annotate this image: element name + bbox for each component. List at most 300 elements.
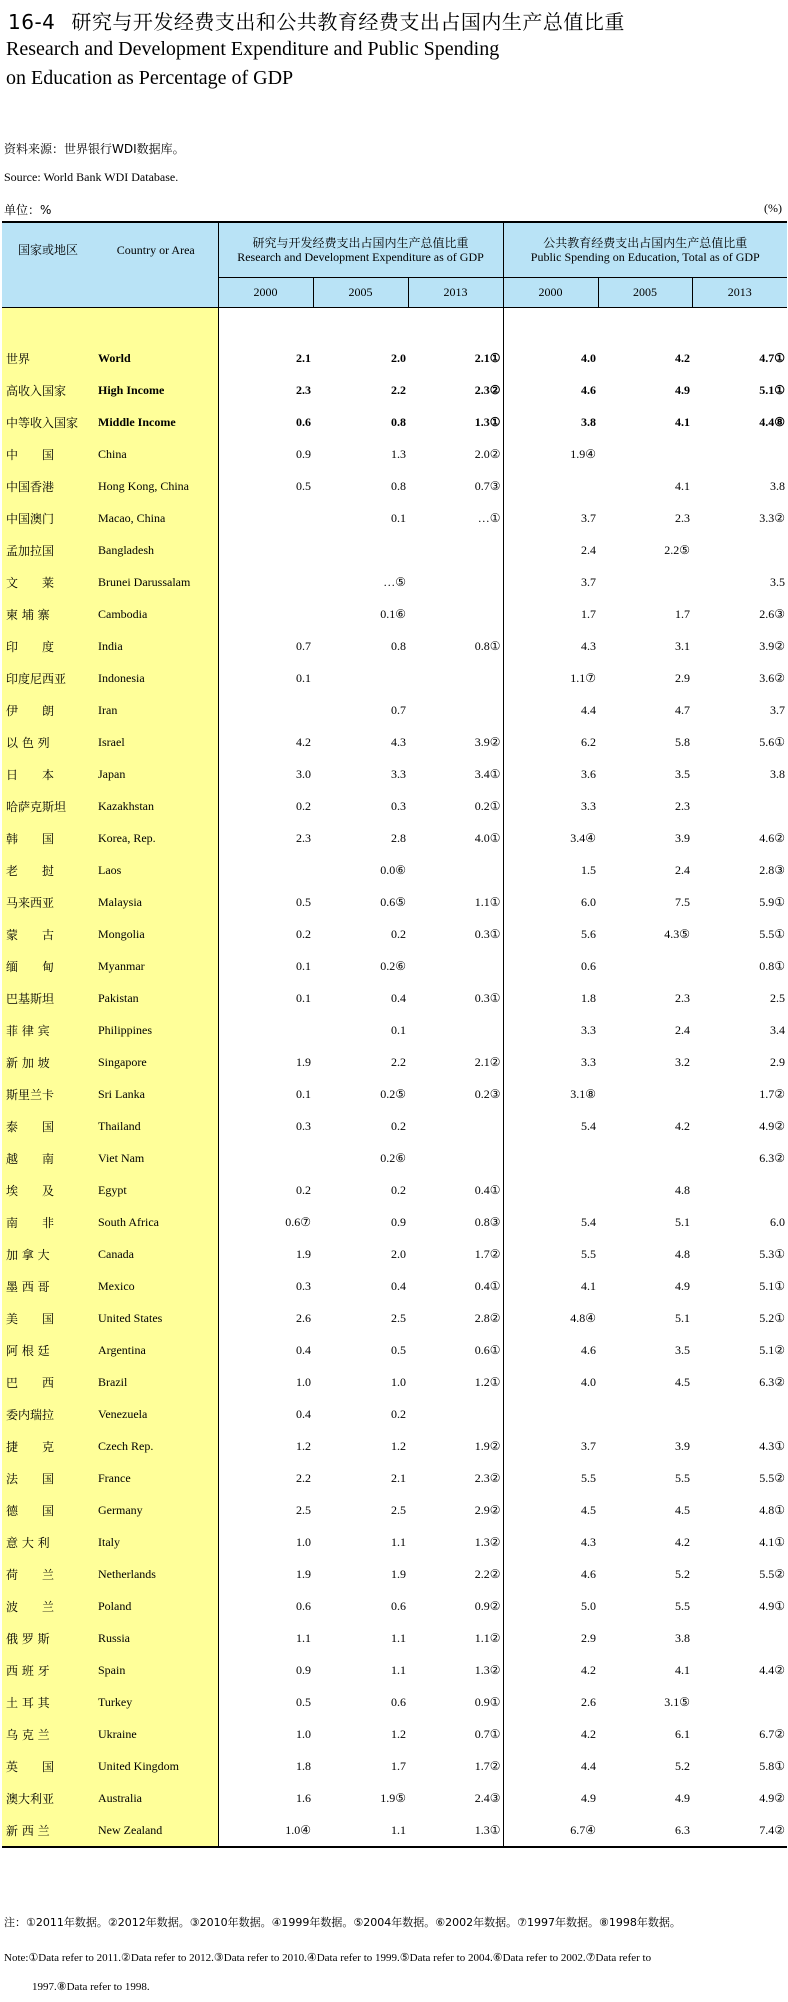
rd-value-cell: 1.1: [313, 1814, 408, 1847]
country-name-en: Italy: [94, 1526, 218, 1558]
table-row: [2, 886, 787, 918]
rd-value-cell: 1.7②: [474, 1758, 501, 1773]
rd-value-cell: 0.7: [218, 630, 313, 662]
source-cn: 资料来源：世界银行WDI数据库。: [4, 142, 185, 156]
country-name-cn: 俄 罗 斯: [2, 1622, 94, 1654]
rd-value-cell: 0.6: [218, 1590, 313, 1622]
edu-value-cell: 4.9: [675, 1790, 690, 1805]
country-name-en: Philippines: [94, 1014, 218, 1046]
table-row: [2, 502, 787, 534]
edu-value-cell: 3.5: [675, 1342, 690, 1357]
edu-value-cell: 4.2: [503, 1654, 598, 1686]
edu-value-cell: 0.6: [503, 950, 598, 982]
table-row: [2, 1814, 787, 1847]
edu-value-cell: 4.8: [675, 1182, 690, 1197]
notes-cn: 注：①2011年数据。②2012年数据。③2010年数据。④1999年数据。⑤2004年数据。⑥2002年数据。⑦1997年数据。⑧1998年数据。: [4, 1916, 681, 1929]
country-name-en: Sri Lanka: [94, 1078, 218, 1110]
rd-value-cell: 2.0: [391, 350, 406, 365]
country-name-en: Egypt: [94, 1174, 218, 1206]
rd-value-cell: 1.1①: [474, 894, 501, 909]
rd-value-cell: 4.0①: [474, 830, 501, 845]
country-name-en: Australia: [94, 1782, 218, 1814]
edu-value-cell: 5.4: [503, 1206, 598, 1238]
rd-value-cell: [408, 1014, 503, 1046]
rd-value-cell: [218, 1014, 313, 1046]
rd-value-cell: [218, 1142, 313, 1174]
country-name-en: Netherlands: [94, 1558, 218, 1590]
country-name-en: Czech Rep.: [94, 1430, 218, 1462]
header-row-years: [2, 278, 787, 308]
table-row: [2, 1430, 787, 1462]
spacer-cell: [503, 308, 598, 343]
edu-value-cell: 4.1: [503, 1270, 598, 1302]
edu-value-cell: 1.1⑦: [503, 662, 598, 694]
table-row: [2, 1686, 787, 1718]
edu-value-cell: 6.3②: [759, 1150, 786, 1165]
table-row: [2, 950, 787, 982]
rd-value-cell: 0.3①: [474, 990, 501, 1005]
edu-value-cell: 5.8: [675, 734, 690, 749]
edu-value-cell: 5.1②: [759, 1342, 786, 1357]
rd-value-cell: 0.3: [218, 1110, 313, 1142]
table-row: [2, 1718, 787, 1750]
edu-value-cell: 5.9①: [759, 894, 786, 909]
rd-value-cell: [408, 566, 503, 598]
edu-value-cell: 4.8: [675, 1246, 690, 1261]
rd-value-cell: 2.3②: [474, 382, 501, 397]
table-row: [2, 822, 787, 854]
year-header: 2013: [692, 278, 787, 308]
table-row: [2, 1526, 787, 1558]
country-name-en: Korea, Rep.: [94, 822, 218, 854]
country-name-cn: 高收入国家: [2, 374, 94, 406]
rd-value-cell: 0.1: [391, 1022, 406, 1037]
rd-value-cell: 1.0: [218, 1718, 313, 1750]
spacer-cell: [94, 308, 218, 343]
country-name-cn: 伊 朗: [2, 694, 94, 726]
year-header: 2005: [313, 278, 408, 308]
edu-value-cell: [692, 790, 787, 822]
edu-value-cell: 4.1: [675, 478, 690, 493]
edu-value-cell: [503, 1398, 598, 1430]
rd-value-cell: 0.9①: [474, 1694, 501, 1709]
rd-value-cell: 0.4: [391, 1278, 406, 1293]
edu-value-cell: 3.7: [503, 566, 598, 598]
rd-value-cell: 0.2①: [474, 798, 501, 813]
edu-value-cell: 3.1⑤: [664, 1694, 690, 1709]
table-row: [2, 662, 787, 694]
edu-value-cell: [598, 566, 692, 598]
edu-value-cell: 4.2: [675, 1534, 690, 1549]
rd-value-cell: 2.5: [218, 1494, 313, 1526]
edu-value-cell: 4.4⑧: [759, 414, 786, 429]
country-name-en: Japan: [94, 758, 218, 790]
rd-value-cell: 1.3②: [474, 1534, 501, 1549]
rd-value-cell: 2.4③: [474, 1790, 501, 1805]
edu-value-cell: 3.8: [770, 766, 786, 781]
edu-value-cell: 4.6: [503, 1558, 598, 1590]
edu-value-cell: 2.8③: [759, 862, 786, 877]
table-row: [2, 1238, 787, 1270]
table-row: [2, 406, 787, 438]
edu-value-cell: 5.0: [503, 1590, 598, 1622]
edu-value-cell: 3.8: [675, 1630, 690, 1645]
country-name-en: Venezuela: [94, 1398, 218, 1430]
edu-value-cell: 5.2: [675, 1566, 690, 1581]
edu-value-cell: 4.4②: [759, 1662, 786, 1677]
country-name-cn: 孟加拉国: [2, 534, 94, 566]
rd-value-cell: 2.8②: [474, 1310, 501, 1325]
rd-value-cell: 0.1: [391, 510, 406, 525]
country-name-en: Brunei Darussalam: [94, 566, 218, 598]
rd-value-cell: 1.9: [218, 1238, 313, 1270]
edu-value-cell: [692, 1174, 787, 1206]
rd-value-cell: 0.4①: [474, 1182, 501, 1197]
table-row: [2, 1398, 787, 1430]
rd-value-cell: 0.8: [391, 478, 406, 493]
table-row: [2, 1782, 787, 1814]
edu-value-cell: 3.3: [503, 1046, 598, 1078]
edu-value-cell: 4.3: [503, 1526, 598, 1558]
rd-value-cell: 2.5: [391, 1502, 406, 1517]
edu-value-cell: 3.2: [675, 1054, 690, 1069]
rd-value-cell: 0.1⑥: [380, 606, 406, 621]
rd-value-cell: [313, 662, 408, 694]
rd-value-cell: 1.3: [391, 446, 406, 461]
rd-value-cell: [408, 534, 503, 566]
header-rd-cn: 研究与开发经费支出占国内生产总值比重: [252, 236, 469, 250]
country-name-en: Myanmar: [94, 950, 218, 982]
rd-value-cell: [218, 694, 313, 726]
country-name-en: Israel: [94, 726, 218, 758]
country-name-cn: 文 莱: [2, 566, 94, 598]
country-name-en: Ukraine: [94, 1718, 218, 1750]
edu-value-cell: 5.1: [675, 1214, 690, 1229]
edu-value-cell: 6.1: [675, 1726, 690, 1741]
edu-value-cell: 4.1: [675, 1662, 690, 1677]
table-row: [2, 854, 787, 886]
table-row: [2, 790, 787, 822]
edu-value-cell: 3.1: [675, 638, 690, 653]
country-name-cn: 加 拿 大: [2, 1238, 94, 1270]
table-title-en-line1: Research and Development Expenditure and Public Spending: [6, 38, 500, 60]
country-name-en: United Kingdom: [94, 1750, 218, 1782]
edu-value-cell: 3.7: [770, 702, 786, 717]
rd-value-cell: 2.6: [218, 1302, 313, 1334]
country-name-cn: 西 班 牙: [2, 1654, 94, 1686]
edu-value-cell: 4.9: [675, 1278, 690, 1293]
edu-value-cell: 2.6③: [759, 606, 786, 621]
country-name-en: Viet Nam: [94, 1142, 218, 1174]
country-name-en: South Africa: [94, 1206, 218, 1238]
edu-value-cell: 2.9: [503, 1622, 598, 1654]
rd-value-cell: 1.0: [218, 1366, 313, 1398]
rd-value-cell: 1.0: [218, 1526, 313, 1558]
country-name-en: Mexico: [94, 1270, 218, 1302]
edu-value-cell: [503, 1174, 598, 1206]
rd-value-cell: 3.4①: [474, 766, 501, 781]
rd-value-cell: 1.7②: [474, 1246, 501, 1261]
country-name-en: Pakistan: [94, 982, 218, 1014]
rd-value-cell: 4.2: [218, 726, 313, 758]
country-name-cn: 新 加 坡: [2, 1046, 94, 1078]
rd-value-cell: 3.0: [218, 758, 313, 790]
rd-value-cell: [218, 854, 313, 886]
country-name-en: Canada: [94, 1238, 218, 1270]
country-name-en: France: [94, 1462, 218, 1494]
rd-value-cell: 1.7: [391, 1758, 406, 1773]
country-name-en: New Zealand: [94, 1814, 218, 1847]
rd-value-cell: [218, 502, 313, 534]
rd-value-cell: 2.2: [218, 1462, 313, 1494]
rd-value-cell: 1.3②: [474, 1662, 501, 1677]
edu-value-cell: 3.5: [675, 766, 690, 781]
country-name-cn: 巴基斯坦: [2, 982, 94, 1014]
edu-value-cell: 2.4: [675, 862, 690, 877]
edu-value-cell: 1.5: [503, 854, 598, 886]
table-row: [2, 1078, 787, 1110]
rd-value-cell: 2.3②: [474, 1470, 501, 1485]
edu-value-cell: 4.0: [503, 1366, 598, 1398]
table-row: [2, 1750, 787, 1782]
rd-value-cell: [408, 1142, 503, 1174]
country-name-cn: 美 国: [2, 1302, 94, 1334]
edu-value-cell: 3.5: [770, 574, 786, 589]
rd-value-cell: 0.3①: [474, 926, 501, 941]
edu-value-cell: 5.4: [503, 1110, 598, 1142]
table-row: [2, 1334, 787, 1366]
edu-value-cell: 3.9: [675, 1438, 690, 1453]
country-name-cn: 印度尼西亚: [2, 662, 94, 694]
rd-value-cell: 1.2①: [474, 1374, 501, 1389]
rd-value-cell: 2.1: [218, 342, 313, 374]
country-name-en: Mongolia: [94, 918, 218, 950]
country-name-cn: 蒙 古: [2, 918, 94, 950]
data-table: [2, 221, 787, 1848]
edu-value-cell: 3.6: [503, 758, 598, 790]
rd-value-cell: 2.1: [391, 1470, 406, 1485]
edu-value-cell: 3.7: [503, 502, 598, 534]
rd-value-cell: 0.7①: [474, 1726, 501, 1741]
rd-value-cell: 2.2: [391, 1054, 406, 1069]
table-row: [2, 1302, 787, 1334]
edu-value-cell: 5.2①: [759, 1310, 786, 1325]
spacer-cell: [598, 308, 692, 343]
rd-value-cell: 0.8①: [474, 638, 501, 653]
country-name-cn: 南 非: [2, 1206, 94, 1238]
edu-value-cell: [598, 1398, 692, 1430]
edu-value-cell: 4.5: [675, 1502, 690, 1517]
rd-value-cell: [218, 566, 313, 598]
spacer-cell: [2, 308, 94, 343]
edu-value-cell: 2.4: [675, 1022, 690, 1037]
edu-value-cell: 4.0: [503, 342, 598, 374]
header-blank: [94, 278, 218, 308]
edu-value-cell: 5.8①: [759, 1758, 786, 1773]
country-name-cn: 意 大 利: [2, 1526, 94, 1558]
country-name-en: Kazakhstan: [94, 790, 218, 822]
table-row: [2, 1014, 787, 1046]
rd-value-cell: 0.2③: [474, 1086, 501, 1101]
rd-value-cell: 2.8: [391, 830, 406, 845]
rd-value-cell: 2.3: [218, 374, 313, 406]
table-title-cn: [8, 6, 625, 35]
table-row: [2, 342, 787, 374]
table-title-en-line2: on Education as Percentage of GDP: [6, 67, 294, 89]
rd-value-cell: 0.8: [391, 638, 406, 653]
rd-value-cell: 0.2⑥: [380, 1150, 406, 1165]
edu-value-cell: 4.8④: [503, 1302, 598, 1334]
country-name-en: China: [94, 438, 218, 470]
rd-value-cell: 0.9②: [474, 1598, 501, 1613]
rd-value-cell: 0.9: [218, 1654, 313, 1686]
rd-value-cell: 0.9: [391, 1214, 406, 1229]
table-row: [2, 630, 787, 662]
rd-value-cell: 2.1①: [474, 350, 501, 365]
country-name-en: Argentina: [94, 1334, 218, 1366]
edu-value-cell: 7.4②: [692, 1814, 787, 1847]
edu-value-cell: 4.2: [675, 1118, 690, 1133]
header-country-en: Country or Area: [94, 222, 218, 278]
edu-value-cell: 1.9④: [503, 438, 598, 470]
rd-value-cell: 1.9: [218, 1558, 313, 1590]
rd-value-cell: 0.3: [218, 1270, 313, 1302]
country-name-cn: 印 度: [2, 630, 94, 662]
edu-value-cell: [692, 534, 787, 566]
edu-value-cell: 6.0: [770, 1214, 786, 1229]
table-row: [2, 1558, 787, 1590]
rd-value-cell: 0.2: [391, 926, 406, 941]
unit-percent: (%): [764, 201, 782, 215]
edu-value-cell: 4.9: [503, 1782, 598, 1814]
rd-value-cell: 1.1: [391, 1662, 406, 1677]
header-row-groups: [2, 222, 787, 278]
table-row: [2, 1462, 787, 1494]
edu-value-cell: 4.3: [503, 630, 598, 662]
country-name-en: Cambodia: [94, 598, 218, 630]
rd-value-cell: 0.6: [391, 1694, 406, 1709]
header-blank: [2, 278, 94, 308]
edu-value-cell: 1.7: [675, 606, 690, 621]
rd-value-cell: 0.6: [391, 1598, 406, 1613]
edu-value-cell: 4.9①: [759, 1598, 786, 1613]
country-name-cn: 中国香港: [2, 470, 94, 502]
edu-value-cell: 2.9: [675, 670, 690, 685]
rd-value-cell: 1.1: [218, 1622, 313, 1654]
table-row: [2, 1590, 787, 1622]
edu-value-cell: 6.3②: [759, 1374, 786, 1389]
table-row: [2, 470, 787, 502]
rd-value-cell: 2.1②: [474, 1054, 501, 1069]
country-name-cn: 澳大利亚: [2, 1782, 94, 1814]
rd-value-cell: 0.3: [391, 798, 406, 813]
country-name-cn: 柬 埔 寨: [2, 598, 94, 630]
edu-value-cell: 1.7: [503, 598, 598, 630]
rd-value-cell: 0.8: [391, 414, 406, 429]
country-name-cn: 土 耳 其: [2, 1686, 94, 1718]
country-name-cn: 中等收入国家: [2, 406, 94, 438]
rd-value-cell: 1.3①: [408, 1814, 503, 1847]
header-edu-cn: 公共教育经费支出占国内生产总值比重: [543, 236, 748, 250]
rd-value-cell: 2.3: [218, 822, 313, 854]
table-body: [2, 308, 787, 1848]
header-edu-group: [503, 222, 787, 278]
rd-value-cell: 0.2: [391, 1118, 406, 1133]
rd-value-cell: 4.3: [391, 734, 406, 749]
table-row: [2, 566, 787, 598]
edu-value-cell: 2.3: [675, 510, 690, 525]
rd-value-cell: [408, 950, 503, 982]
rd-value-cell: 0.2: [218, 790, 313, 822]
rd-value-cell: 0.5: [218, 886, 313, 918]
edu-value-cell: 3.9: [675, 830, 690, 845]
country-name-cn: 乌 克 兰: [2, 1718, 94, 1750]
table-row: [2, 374, 787, 406]
year-header: 2005: [598, 278, 692, 308]
rd-value-cell: 0.0⑥: [380, 862, 406, 877]
rd-value-cell: …①: [477, 510, 501, 525]
edu-value-cell: 5.5: [503, 1462, 598, 1494]
rd-value-cell: 0.1: [218, 982, 313, 1014]
rd-value-cell: 0.6⑦: [218, 1206, 313, 1238]
country-name-en: Macao, China: [94, 502, 218, 534]
edu-value-cell: [692, 1622, 787, 1654]
source-en: Source: World Bank WDI Database.: [4, 170, 179, 184]
edu-value-cell: 7.5: [675, 894, 690, 909]
rd-value-cell: 0.4①: [474, 1278, 501, 1293]
country-name-cn: 斯里兰卡: [2, 1078, 94, 1110]
edu-value-cell: 4.4: [503, 1750, 598, 1782]
country-name-cn: 波 兰: [2, 1590, 94, 1622]
edu-value-cell: 3.6②: [759, 670, 786, 685]
edu-value-cell: [598, 950, 692, 982]
rd-value-cell: [218, 598, 313, 630]
table-row: [2, 1270, 787, 1302]
edu-value-cell: [598, 1142, 692, 1174]
country-name-cn: 马来西亚: [2, 886, 94, 918]
country-name-cn: 英 国: [2, 1750, 94, 1782]
rd-value-cell: 1.2: [391, 1726, 406, 1741]
country-name-en: Spain: [94, 1654, 218, 1686]
rd-value-cell: 0.2: [391, 1406, 406, 1421]
edu-value-cell: [598, 438, 692, 470]
table-row: [2, 1654, 787, 1686]
rd-value-cell: 0.1: [218, 1078, 313, 1110]
country-name-en: High Income: [94, 374, 218, 406]
rd-value-cell: 1.0④: [218, 1814, 313, 1847]
country-name-cn: 泰 国: [2, 1110, 94, 1142]
rd-value-cell: 2.0②: [474, 446, 501, 461]
edu-value-cell: 4.9②: [759, 1790, 786, 1805]
title-cn-text: 研究与开发经费支出和公共教育经费支出占国内生产总值比重: [71, 10, 625, 34]
rd-value-cell: 0.9: [218, 438, 313, 470]
country-name-cn: 越 南: [2, 1142, 94, 1174]
edu-value-cell: 4.1: [675, 414, 690, 429]
rd-value-cell: 1.9: [218, 1046, 313, 1078]
country-name-cn: 中 国: [2, 438, 94, 470]
country-name-en: Thailand: [94, 1110, 218, 1142]
country-name-cn: 阿 根 廷: [2, 1334, 94, 1366]
edu-value-cell: 5.1①: [759, 382, 786, 397]
edu-value-cell: 5.1: [675, 1310, 690, 1325]
rd-value-cell: 3.9②: [474, 734, 501, 749]
rd-value-cell: [408, 854, 503, 886]
rd-value-cell: 0.2⑥: [380, 958, 406, 973]
edu-value-cell: 5.5: [675, 1598, 690, 1613]
rd-value-cell: 0.2⑤: [380, 1086, 406, 1101]
edu-value-cell: 4.6: [503, 374, 598, 406]
rd-value-cell: 3.3: [391, 766, 406, 781]
